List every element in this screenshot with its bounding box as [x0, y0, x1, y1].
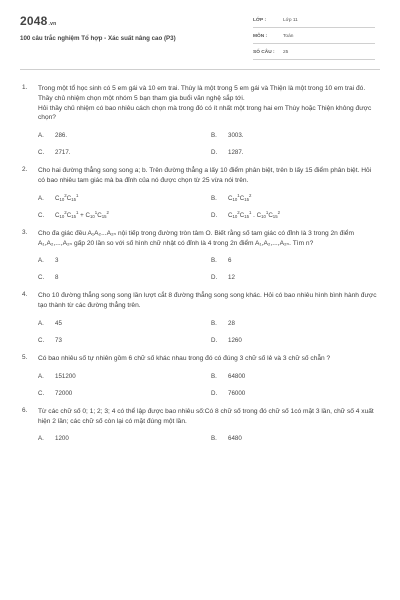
logo-suffix: .vn: [48, 21, 57, 27]
answer-option[interactable]: [211, 209, 384, 220]
term-upper: 2: [277, 209, 281, 215]
formula-operator: .: [251, 211, 257, 219]
term-lower: 15: [272, 213, 278, 219]
option-letter: A.: [38, 319, 44, 327]
question-number: 3.: [22, 228, 28, 236]
term-lower: 15: [71, 213, 77, 219]
term-lower: 15: [71, 196, 77, 202]
option-letter: C.: [38, 149, 45, 157]
answer-option[interactable]: [38, 274, 211, 282]
term-symbol: C: [256, 211, 262, 219]
meta-value: Toán: [283, 34, 294, 39]
option-letter: C.: [38, 211, 45, 219]
question-number: 4.: [22, 291, 28, 299]
answer-option[interactable]: [211, 274, 384, 282]
answer-options: [38, 192, 378, 220]
answer-options: [38, 435, 378, 443]
option-text: 151200: [55, 372, 76, 380]
option-letter: A.: [38, 257, 44, 265]
meta-key: MÔN :: [253, 34, 268, 39]
combination-term: [55, 209, 67, 219]
answer-option[interactable]: [211, 435, 384, 443]
term-upper: 1: [76, 209, 79, 215]
answer-option[interactable]: [38, 373, 211, 381]
question-text: Cho hai đường thẳng song song a; b. Trên đường thẳng a lấy 10 điểm phân biệt, trên b lấy 15 điểm phân biệt. Hỏi có bao nhiêu tam giác mà ba đỉnh của nó được chọn từ 25 vừa nói trên.: [38, 167, 372, 184]
option-text: 64800: [228, 372, 246, 380]
option-letter: C.: [38, 336, 45, 344]
question-text: Cho đa giác đều A₁A₂...A₂ₙ nội tiếp trong đường tròn tâm O. Biết rằng số tam giác có đỉnh là 3 trong 2n điểm A₁,A₂,...,A₂ₙ gấp 20 lần so với số hình chữ nhật có đỉnh là 4 trong 2n điểm A₁,A₂,...,A₂ₙ. Tìm n?: [38, 229, 354, 247]
answer-option[interactable]: [38, 149, 211, 157]
question-number: 2.: [22, 166, 28, 174]
term-symbol: C: [55, 211, 60, 219]
combination-term: [228, 209, 240, 219]
option-text: 72000: [55, 389, 73, 397]
combination-term: [55, 192, 67, 202]
answer-option[interactable]: [38, 132, 211, 140]
meta-key: SỐ CÂU :: [253, 50, 275, 55]
meta-value: 25: [283, 50, 289, 55]
answer-options: [38, 373, 378, 398]
term-lower: 10: [232, 196, 238, 202]
option-letter: D.: [211, 211, 218, 219]
document-meta: [253, 15, 375, 63]
formula-operator: +: [78, 211, 86, 219]
option-letter: A.: [38, 194, 44, 202]
question-list: [0, 84, 400, 452]
term-symbol: C: [55, 194, 60, 202]
question-item: [0, 229, 400, 283]
answer-option[interactable]: [211, 149, 384, 157]
question-text-followup: Hỏi thầy chủ nhiệm có bao nhiêu cách chọn mà trong đó có ít nhất một trong hai em Thùy hoặc Thiện không được chọn?: [38, 104, 372, 122]
answer-option[interactable]: [211, 373, 384, 381]
answer-options: [38, 132, 378, 157]
answer-option[interactable]: [211, 390, 384, 398]
answer-option[interactable]: [38, 257, 211, 265]
combination-term: [85, 209, 98, 219]
header-divider: [20, 69, 380, 70]
option-text: 45: [55, 319, 62, 327]
option-letter: B.: [211, 194, 217, 202]
term-upper: 1: [249, 209, 252, 215]
option-text: 6480: [228, 435, 242, 443]
term-symbol: C: [97, 211, 102, 219]
combination-term: [256, 209, 269, 219]
term-symbol: C: [228, 211, 233, 219]
option-formula: [228, 192, 252, 202]
option-text: 8: [55, 274, 59, 282]
answer-option[interactable]: [38, 435, 211, 443]
combination-term: [239, 209, 252, 219]
question-number: 5.: [22, 353, 28, 361]
logo-text: 2048: [20, 14, 48, 28]
term-symbol: C: [228, 194, 233, 202]
option-text: 3: [55, 257, 59, 265]
meta-row: [253, 15, 375, 28]
option-letter: C.: [38, 274, 45, 282]
option-text: 12: [228, 274, 235, 282]
question-text: Có bao nhiêu số tự nhiên gồm 6 chữ số khác nhau trong đó có đúng 3 chữ số lẻ và 3 chữ số chẵn ?: [38, 354, 331, 362]
option-letter: D.: [211, 274, 218, 282]
term-lower: 10: [59, 213, 65, 219]
term-symbol: C: [66, 194, 72, 202]
option-formula: [55, 192, 79, 202]
answer-options: [38, 257, 378, 282]
question-item: [0, 291, 400, 345]
option-text: 1287.: [228, 149, 244, 157]
option-letter: B.: [211, 435, 217, 443]
term-lower: 15: [244, 196, 250, 202]
term-symbol: C: [239, 194, 245, 202]
answer-option[interactable]: [211, 320, 384, 328]
combination-term: [265, 209, 281, 219]
combination-term: [228, 192, 240, 202]
answer-option[interactable]: [211, 192, 384, 203]
answer-option[interactable]: [38, 320, 211, 328]
meta-row: [253, 47, 375, 60]
term-upper: 1: [76, 192, 79, 198]
term-upper: 2: [249, 192, 252, 198]
document-title: 100 câu trắc nghiệm Tổ hợp - Xác suất nâng cao (P3): [20, 35, 176, 42]
question-text: Cho 10 đường thẳng song song lần lượt cắt 8 đường thẳng song song khác. Hỏi có bao nhiêu hình bình hành được tạo thành từ các đường thẳng trên.: [38, 292, 377, 310]
answer-option[interactable]: [38, 390, 211, 398]
term-upper: 2: [237, 209, 240, 215]
option-text: 73: [55, 336, 62, 344]
option-text: 28: [228, 319, 235, 327]
site-logo[interactable]: [20, 14, 56, 28]
answer-option[interactable]: [211, 132, 384, 140]
answer-option[interactable]: [211, 337, 384, 345]
combination-term: [66, 192, 79, 202]
option-letter: B.: [211, 257, 217, 265]
question-number: 6.: [22, 406, 28, 414]
option-letter: D.: [211, 336, 218, 344]
term-symbol: C: [239, 211, 245, 219]
answer-option[interactable]: [38, 337, 211, 345]
combination-term: [94, 209, 109, 219]
meta-key: LỚP :: [253, 18, 267, 23]
option-text: 2717.: [55, 149, 71, 157]
term-upper: 2: [106, 209, 109, 215]
term-upper: 2: [64, 209, 67, 215]
option-text: 1200: [55, 435, 69, 443]
question-item: [0, 354, 400, 398]
question-item: [0, 84, 400, 157]
option-letter: D.: [211, 149, 218, 157]
option-letter: B.: [211, 132, 217, 140]
term-lower: 15: [101, 213, 107, 219]
term-symbol: C: [66, 211, 72, 219]
question-text: Trong một tổ học sinh có 5 em gái và 10 em trai. Thùy là một trong 5 em gái và Thiện là một trong 10 em trai đó. Thầy chủ nhiệm chọn một nhóm 5 bạn tham gia buổi văn nghệ sắp tới.: [38, 85, 366, 102]
term-lower: 10: [59, 196, 65, 202]
option-text: 1260: [228, 336, 242, 344]
option-letter: B.: [211, 372, 217, 380]
option-letter: A.: [38, 435, 44, 443]
meta-value: Lớp 11: [283, 18, 298, 23]
term-lower: 10: [89, 213, 95, 219]
combination-term: [239, 192, 252, 202]
question-item: [0, 166, 400, 220]
option-text: 76000: [228, 389, 246, 397]
option-letter: B.: [211, 319, 217, 327]
term-symbol: C: [85, 211, 90, 219]
term-upper: 1: [265, 209, 269, 215]
option-formula: [55, 209, 109, 219]
option-letter: A.: [38, 132, 44, 140]
meta-row: [253, 31, 375, 44]
term-upper: 1: [237, 192, 240, 198]
document-header: [0, 0, 400, 64]
question-text: Từ các chữ số 0; 1; 2; 3; 4 có thể lập được bao nhiêu số:Có 8 chữ số trong đó chữ số 1có mặt 3 lần, chữ số 4 xuất hiện 2 lần; các chữ số còn lại có mặt đúng một lần.: [38, 407, 374, 425]
answer-option[interactable]: [38, 209, 211, 220]
combination-term: [66, 209, 79, 219]
option-formula: [228, 209, 281, 219]
term-symbol: C: [268, 211, 273, 219]
question-number: 1.: [22, 84, 28, 91]
answer-option[interactable]: [38, 192, 211, 203]
term-lower: 10: [232, 213, 238, 219]
option-letter: A.: [38, 372, 44, 380]
term-upper: 2: [64, 192, 67, 198]
option-letter: D.: [211, 389, 218, 397]
answer-option[interactable]: [211, 257, 384, 265]
question-item: [0, 407, 400, 444]
term-lower: 10: [261, 213, 266, 219]
term-lower: 15: [244, 213, 250, 219]
option-text: 3003.: [228, 132, 244, 140]
option-letter: C.: [38, 389, 45, 397]
option-text: 6: [228, 257, 232, 265]
term-upper: 1: [94, 209, 98, 215]
option-text: 286.: [55, 132, 68, 140]
answer-options: [38, 320, 378, 345]
